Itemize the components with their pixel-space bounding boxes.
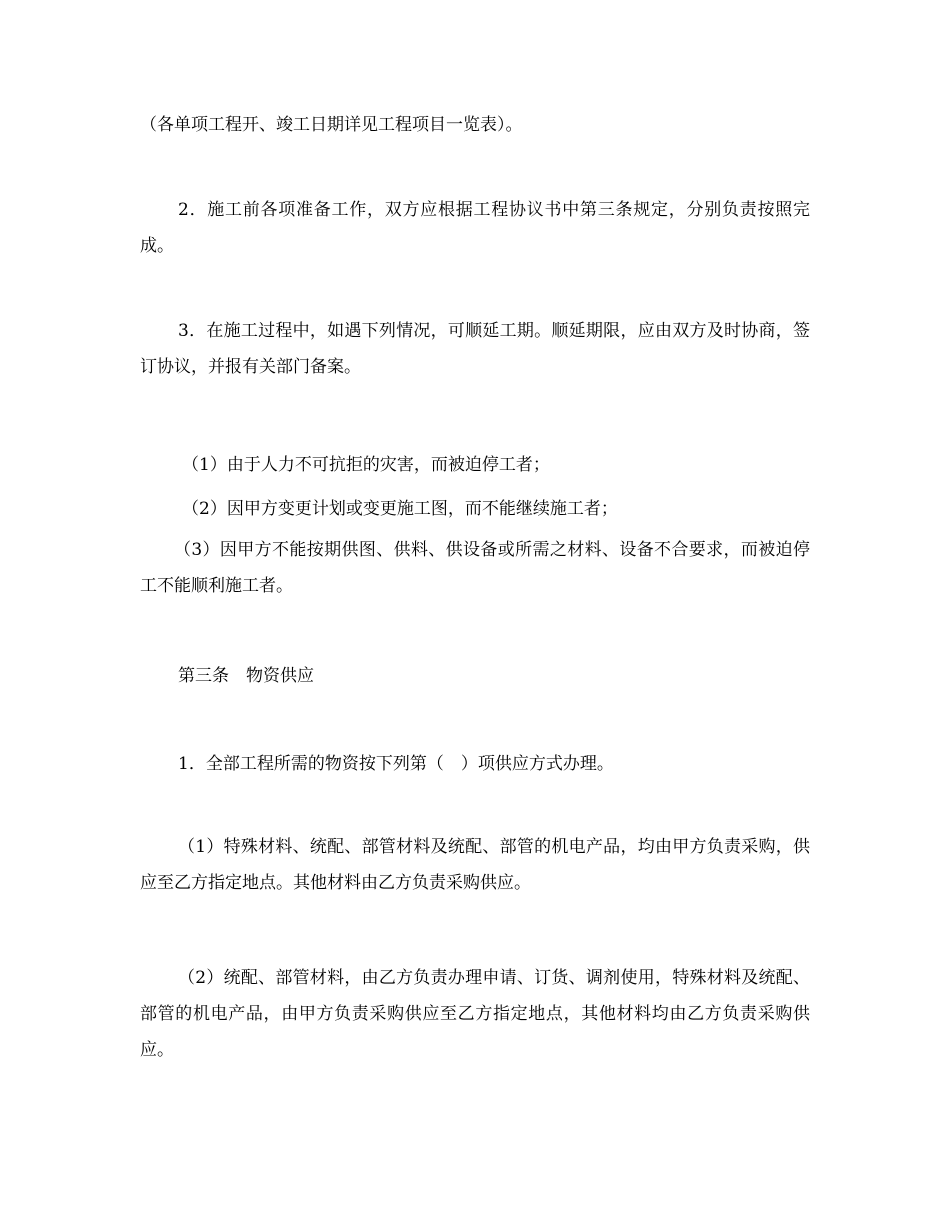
paragraph-item-3-extension: 3．在施工过程中，如遇下列情况，可顺延工期。顺延期限，应由双方及时协商，签订协议，并报有关部门备案。 [140,321,810,377]
section-heading-article-3: 第三条 物资供应 [178,666,314,686]
paragraph-completion-dates-note: （各单项工程开、竣工日期详见工程项目一览表）。 [140,115,523,135]
paragraph-supply-option-2: （2）统配、部管材料，由乙方负责办理申请、订货、调剂使用，特殊材料及统配、部管的机电产品，由甲方负责采购供应至乙方指定地点，其他材料均由乙方负责采购供应。 [140,968,810,1060]
paragraph-supply-item-1: 1．全部工程所需的物资按下列第（ ）项供应方式办理。 [178,754,614,774]
paragraph-supply-option-1: （1）特殊材料、统配、部管材料及统配、部管的机电产品，均由甲方负责采购，供应至乙方指定地点。其他材料由乙方负责采购供应。 [140,837,810,893]
paragraph-case-1: （1）由于人力不可抗拒的灾害，而被迫停工者； [182,455,550,475]
paragraph-case-2: （2）因甲方变更计划或变更施工图，而不能继续施工者； [182,499,618,519]
paragraph-item-2-preparation: 2．施工前各项准备工作，双方应根据工程协议书中第三条规定，分别负责按照完成。 [140,200,810,256]
paragraph-case-3: （3）因甲方不能按期供图、供料、供设备或所需之材料、设备不合要求，而被迫停工不能顺利施工者。 [140,540,810,596]
